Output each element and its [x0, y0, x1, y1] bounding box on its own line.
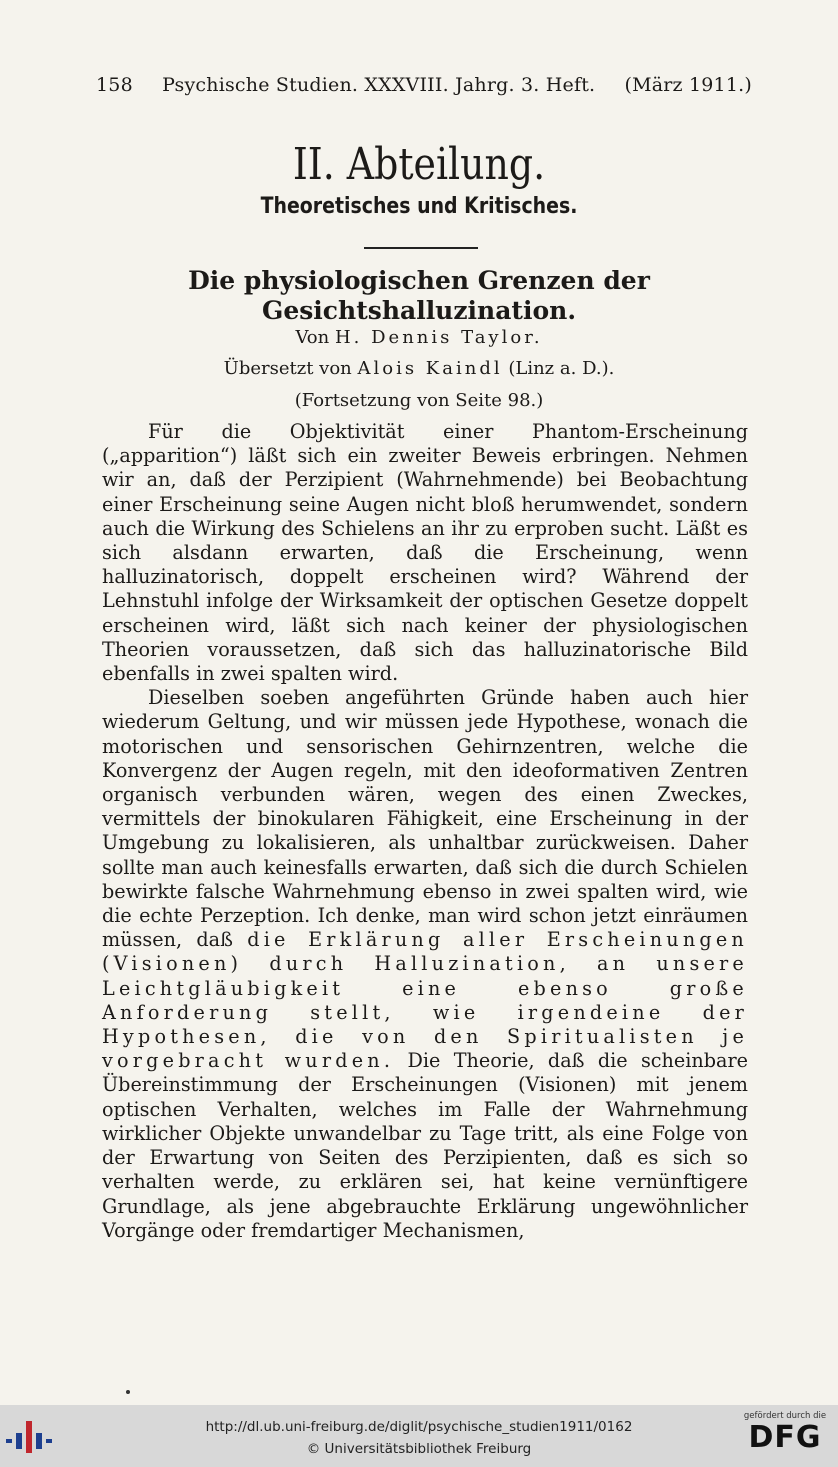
issue-date: (März 1911.): [624, 74, 752, 96]
continuation-note: (Fortsetzung von Seite 98.): [294, 390, 544, 411]
translator-suffix: (Linz a. D.).: [508, 358, 615, 379]
footer-bar: [0, 1405, 838, 1467]
page-speck: [126, 1390, 130, 1394]
translator-line: [0, 358, 838, 379]
copyright-notice: © Universitätsbibliothek Freiburg: [306, 1441, 532, 1457]
paragraph-1: Für die Objektivität einer Phantom-Erscheinung („apparition“) läßt sich ein zweiter Beweis erbringen. Nehmen wir an, daß der Perzipient (Wahrnehmende) bei Beobachtung einer Erscheinung seine Augen nicht bloß herumwendet, sondern auch die Wirkung des Schielens an ihr zu erproben sucht. Läßt es sich alsdann erwarten, daß die Erscheinung, wenn halluzinatorisch, doppelt erscheinen wird? Während der Lehnstuhl infolge der Wirksamkeit der optischen Gesetze doppelt erscheinen wird, läßt sich nach keiner der physiologischen Theorien voraussetzen, daß sich das halluzinatorische Bild ebenfalls in zwei spalten wird.: [102, 420, 748, 686]
dfg-note: gefördert durch die: [743, 1411, 827, 1421]
permalink-url[interactable]: http://dl.ub.uni-freiburg.de/diglit/psychische_studien1911/0162: [205, 1419, 633, 1435]
dfg-wordmark: DFG: [748, 1420, 822, 1455]
author-name: H. Dennis Taylor.: [334, 327, 543, 348]
paragraph-2: [102, 686, 748, 1243]
paragraph-2-emphasis: die Erklärung aller Erscheinungen (Visionen) durch Halluzination, an unsere Leichtgläubigkeit eine ebenso große Anforderung stellt, wie irgendeine der Hypothesen, die von den Spiritualisten je vorgebracht wurden.: [102, 928, 748, 1073]
paragraph-2-text-a: Dieselben soeben angeführten Gründe haben auch hier wiederum Geltung, und wir müssen jede Hypothese, wonach die motorischen und sensorischen Gehirnzentren, welche die Konvergenz der Augen regeln, mit den ideoformativen Zentren organisch verbunden wären, wegen des einen Zweckes, vermittels der binokularen Fähigkeit, eine Erscheinung in der Umgebung zu lokalisieren, als unhaltbar zurückweisen. Daher sollte man auch keinesfalls erwarten, daß sich die durch Schielen bewirkte falsche Wahrnehmung ebenso in zwei spalten wird, wie die echte Perzeption. Ich denke, man wird schon jetzt einräumen müssen, daß: [102, 686, 748, 952]
section-subtitle: Theoretisches und Kritisches.: [260, 194, 578, 219]
journal-title: Psychische Studien. XXXVIII. Jahrg. 3. Heft.: [162, 74, 596, 96]
paragraph-2-text-b: Die Theorie, daß die scheinbare Übereinstimmung der Erscheinungen (Visionen) mit jenem optischen Verhalten, welches im Falle der Wahrnehmung wirklicher Objekte unwandelbar zu Tage tritt, als eine Folge von der Erwartung von Seiten des Perzipienten, daß es sich so verhalten werde, zu erklären sei, hat keine vernünftigere Grundlage, als jene abgebrauchte Erklärung ungewöhnlicher Vorgänge oder fremdartiger Mechanismen,: [102, 1049, 749, 1242]
divider-rule: [364, 247, 478, 249]
section-heading: [0, 140, 838, 219]
running-head: [96, 74, 752, 96]
translator-prefix: Übersetzt von: [223, 358, 352, 379]
article-title-line-1: Die physiologischen Grenzen der: [188, 266, 650, 295]
author-prefix: Von: [295, 327, 330, 348]
article-body: [102, 420, 748, 1243]
page-number: 158: [96, 74, 133, 96]
author-line: [0, 327, 838, 348]
article-title-line-2: Gesichtshalluzination.: [261, 296, 577, 325]
translator-name: Alois Kaindl: [357, 358, 503, 379]
section-title: II. Abteilung.: [292, 139, 546, 190]
article-title: [0, 266, 838, 326]
dfg-logo: [738, 1411, 832, 1463]
